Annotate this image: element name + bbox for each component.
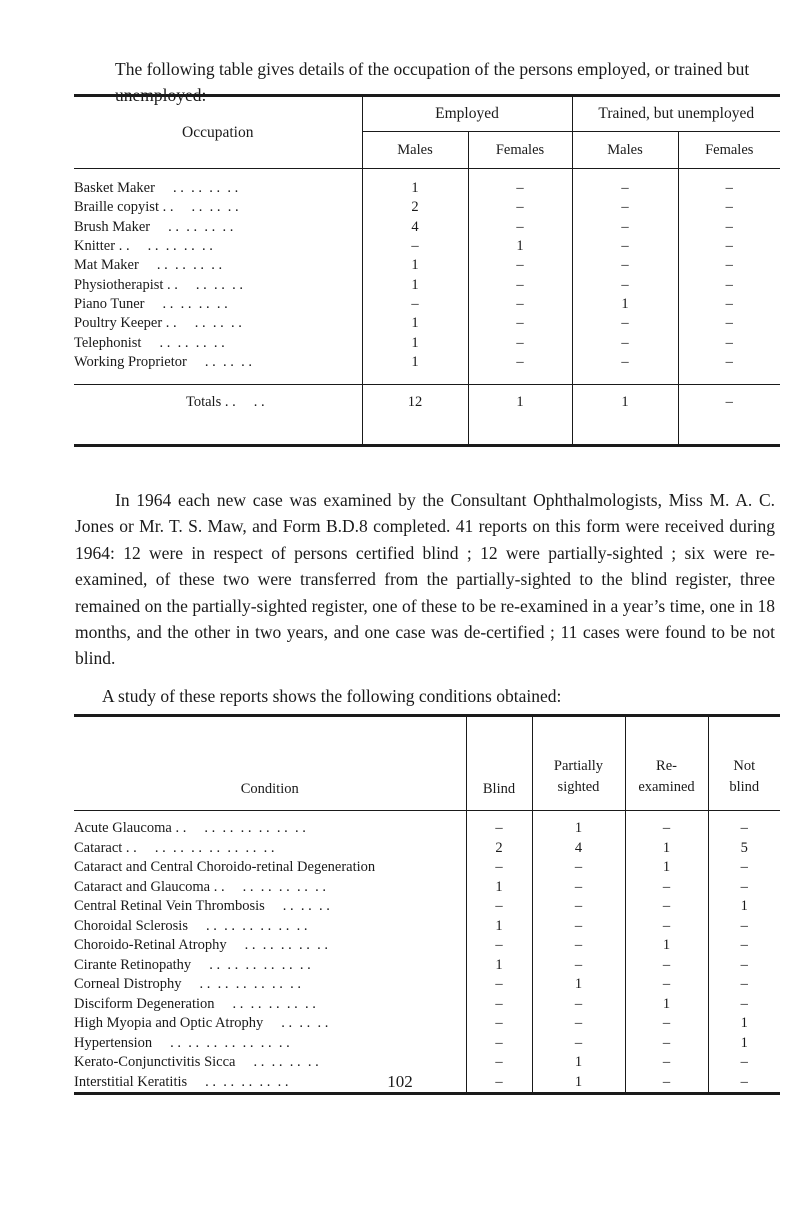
value-cell: –	[572, 353, 678, 372]
value-cell: 1	[625, 995, 708, 1015]
value-cell: 1	[362, 275, 468, 294]
value-cell: –	[572, 256, 678, 275]
row-label: Interstitial Keratitis	[74, 1073, 188, 1090]
totals-row	[74, 384, 780, 445]
value-cell: –	[708, 936, 780, 956]
value-cell: –	[708, 917, 780, 937]
occupation-label	[74, 333, 362, 352]
value-cell: –	[468, 295, 572, 314]
value-cell: 5	[708, 839, 780, 859]
row-label: High Myopia and Optic Atrophy	[74, 1015, 264, 1032]
value-cell: –	[468, 314, 572, 333]
value-cell: –	[625, 956, 708, 976]
header-blind: Blind	[466, 716, 532, 811]
row-label: Disciform Degeneration	[74, 995, 215, 1012]
row-label: Cataract . .	[74, 839, 137, 856]
header-re-line2: examined	[638, 779, 695, 795]
row-label: Cataract and Glaucoma . .	[74, 878, 225, 895]
value-cell: –	[625, 975, 708, 995]
totals-value: 1	[572, 384, 678, 445]
totals-value: 12	[362, 384, 468, 445]
header-occupation: Occupation	[182, 123, 254, 141]
value-cell: 1	[708, 897, 780, 917]
leader-dots: . . . . . . . .	[159, 334, 225, 351]
value-cell: –	[572, 169, 678, 199]
leader-dots: . . . . . .	[195, 276, 244, 293]
table-row	[74, 314, 780, 333]
value-cell: –	[678, 333, 780, 352]
value-cell: –	[572, 198, 678, 217]
totals-label	[74, 384, 362, 445]
value-cell: –	[572, 237, 678, 256]
value-cell: –	[572, 314, 678, 333]
value-cell: –	[532, 1014, 625, 1034]
value-cell: 1	[572, 295, 678, 314]
value-cell: –	[468, 333, 572, 352]
value-cell: –	[468, 256, 572, 275]
value-cell: 4	[532, 839, 625, 859]
totals-value: –	[678, 384, 780, 445]
header-partially-sighted	[532, 716, 625, 811]
spacer-cell	[468, 372, 572, 385]
intro-text: The following table gives details of the occupation of the persons employed, or trained but unemployed:	[115, 59, 750, 105]
value-cell: –	[466, 1034, 532, 1054]
row-label: Acute Glaucoma . .	[74, 820, 187, 837]
table-row	[74, 218, 780, 237]
row-label: Physiotherapist . .	[74, 276, 178, 293]
leader-dots: . . . . . . . .	[147, 238, 213, 255]
value-cell: –	[468, 275, 572, 294]
row-label: Working Proprietor	[74, 353, 187, 370]
value-cell: –	[625, 1073, 708, 1094]
table-row	[74, 878, 780, 898]
header-not-line1: Not	[733, 758, 756, 774]
value-cell: 1	[468, 237, 572, 256]
leader-dots: . . . . . . . .	[253, 1054, 319, 1071]
table-row	[74, 956, 780, 976]
value-cell: 1	[532, 811, 625, 839]
condition-label	[74, 858, 466, 878]
value-cell: –	[572, 333, 678, 352]
header-re-line1: Re-	[656, 758, 677, 774]
value-cell: 1	[466, 878, 532, 898]
table-row	[74, 169, 780, 199]
value-cell: 1	[362, 256, 468, 275]
leader-dots: . . . . . . . .	[172, 180, 239, 197]
leader-dots: . . . . . . . . . .	[242, 878, 326, 895]
value-cell: –	[468, 353, 572, 372]
totals-value: 1	[468, 384, 572, 445]
value-cell: –	[468, 169, 572, 199]
table-row	[74, 353, 780, 372]
value-cell: –	[532, 917, 625, 937]
body-paragraph-study: A study of these reports shows the following conditions obtained:	[102, 686, 562, 706]
page-number: 102	[387, 1072, 413, 1091]
spacer-row	[74, 372, 780, 385]
leader-dots: . . . . . .	[194, 315, 242, 332]
value-cell: 1	[362, 169, 468, 199]
row-label: Choroidal Sclerosis	[74, 917, 188, 934]
row-label: Corneal Distrophy	[74, 976, 182, 993]
value-cell: –	[362, 295, 468, 314]
value-cell: 1	[466, 956, 532, 976]
table-row	[74, 1014, 780, 1034]
leader-dots: . . . . . .	[282, 898, 330, 915]
value-cell: 1	[466, 917, 532, 937]
value-cell: –	[468, 198, 572, 217]
value-cell: 1	[532, 975, 625, 995]
value-cell: –	[466, 897, 532, 917]
occupation-label	[74, 256, 362, 275]
value-cell: –	[572, 218, 678, 237]
row-label: Brush Maker	[74, 218, 151, 235]
row-label: Telephonist	[74, 334, 142, 351]
value-cell: –	[678, 275, 780, 294]
body-paragraph-reports: In 1964 each new case was examined by the Consultant Ophthalmologists, Miss M. A. C. Jones or Mr. T. S. Maw, and Form B.D.8 completed. 41 reports on this form were received during 1964: 12 were in respect of persons certified blind ; 12 were partially-sighted ; six were re-examined, of these two were transferred from the partially-sighted to the blind register, three remained on the partially-sighted register, one of these to be re-examined in a year’s time, one in 18 months, and the other in two years, and one case was de-certified ; 11 cases were found to be not blind.	[75, 490, 775, 669]
value-cell: –	[678, 237, 780, 256]
row-label: Hypertension	[74, 1034, 153, 1051]
occupation-label	[74, 198, 362, 217]
leader-dots: . . . . . . . .	[168, 218, 234, 235]
header-not-line2: blind	[729, 779, 760, 795]
leader-dots: . . . . . . . . . .	[244, 937, 329, 954]
table-row	[74, 995, 780, 1015]
value-cell: 1	[625, 858, 708, 878]
leader-dots: . . . . . . . . . . . . . .	[154, 839, 275, 856]
leader-dots: . . . . . . . . . . . . . .	[170, 1034, 290, 1051]
value-cell: 2	[466, 839, 532, 859]
row-label: Piano Tuner	[74, 295, 145, 312]
value-cell: –	[708, 956, 780, 976]
header-partially-line1: Partially	[553, 758, 604, 774]
table-row	[74, 839, 780, 859]
leader-dots: . . . . . . . . . .	[205, 1073, 289, 1090]
value-cell: –	[466, 936, 532, 956]
value-cell: –	[468, 218, 572, 237]
value-cell: –	[625, 878, 708, 898]
value-cell: 1	[532, 1073, 625, 1094]
value-cell: 1	[532, 1053, 625, 1073]
occupation-label	[74, 218, 362, 237]
header-trained-males: Males	[572, 132, 678, 169]
leader-dots: . . . . . .	[191, 199, 239, 216]
value-cell: –	[625, 917, 708, 937]
occupation-label	[74, 275, 362, 294]
value-cell: –	[466, 1073, 532, 1094]
condition-label	[74, 975, 466, 995]
value-cell: 1	[362, 353, 468, 372]
occupation-table-body	[74, 169, 780, 446]
leader-dots: . . . . . . . .	[156, 257, 223, 274]
value-cell: –	[678, 353, 780, 372]
value-cell: –	[532, 936, 625, 956]
value-cell: –	[708, 1053, 780, 1073]
value-cell: 1	[708, 1034, 780, 1054]
occupation-label	[74, 314, 362, 333]
value-cell: –	[532, 956, 625, 976]
condition-label	[74, 1014, 466, 1034]
value-cell: –	[362, 237, 468, 256]
header-trained-females: Females	[678, 132, 780, 169]
condition-label	[74, 936, 466, 956]
value-cell: –	[625, 897, 708, 917]
value-cell: 2	[362, 198, 468, 217]
value-cell: –	[532, 897, 625, 917]
value-cell: –	[625, 1034, 708, 1054]
value-cell: –	[678, 295, 780, 314]
row-label: Totals . .	[186, 393, 236, 410]
value-cell: 1	[362, 333, 468, 352]
value-cell: –	[466, 995, 532, 1015]
row-label: Cirante Retinopathy	[74, 956, 192, 973]
occupation-label	[74, 237, 362, 256]
value-cell: –	[678, 314, 780, 333]
header-re-examined	[625, 716, 708, 811]
table-row	[74, 256, 780, 275]
spacer-cell	[678, 372, 780, 385]
value-cell: –	[466, 1053, 532, 1073]
row-label: Poultry Keeper . .	[74, 315, 177, 332]
header-employed-females: Females	[468, 132, 572, 169]
condition-label	[74, 1034, 466, 1054]
header-trained-unemployed: Trained, but unemployed	[572, 96, 780, 132]
condition-table-body	[74, 811, 780, 1094]
occupation-label	[74, 353, 362, 372]
table-row	[74, 275, 780, 294]
table-row	[74, 811, 780, 839]
table-row	[74, 917, 780, 937]
condition-label	[74, 1053, 466, 1073]
value-cell: –	[708, 975, 780, 995]
table-row	[74, 237, 780, 256]
value-cell: –	[708, 858, 780, 878]
leader-dots: . . . . . . . . . . . .	[199, 976, 302, 993]
header-employed: Employed	[362, 96, 572, 132]
value-cell: –	[708, 878, 780, 898]
row-label: Basket Maker	[74, 180, 155, 197]
value-cell: –	[708, 811, 780, 839]
header-not-blind	[708, 716, 780, 811]
spacer-cell	[362, 372, 468, 385]
value-cell: 1	[708, 1014, 780, 1034]
row-label: Cataract and Central Choroido-retinal Degeneration	[74, 859, 376, 876]
value-cell: –	[678, 198, 780, 217]
value-cell: –	[532, 1034, 625, 1054]
table-row	[74, 936, 780, 956]
spacer-cell	[74, 372, 362, 385]
occupation-label	[74, 169, 362, 199]
table-row	[74, 1034, 780, 1054]
condition-label	[74, 839, 466, 859]
header-condition: Condition	[240, 781, 299, 797]
condition-table	[74, 714, 780, 1095]
leader-dots: . . . . . . . . . . . .	[204, 820, 306, 837]
value-cell: –	[625, 1053, 708, 1073]
value-cell: –	[708, 1073, 780, 1094]
value-cell: –	[532, 878, 625, 898]
table-row	[74, 1053, 780, 1073]
value-cell: –	[466, 975, 532, 995]
row-label: Knitter . .	[74, 238, 130, 255]
occupation-table	[74, 94, 780, 447]
value-cell: –	[678, 169, 780, 199]
row-label: Braille copyist . .	[74, 199, 174, 216]
value-cell: –	[532, 858, 625, 878]
row-label: Central Retinal Vein Thrombosis	[74, 898, 265, 915]
table-row	[74, 897, 780, 917]
leader-dots: . . . . . . . . . . . .	[205, 917, 308, 934]
value-cell: –	[678, 256, 780, 275]
value-cell: –	[466, 858, 532, 878]
spacer-cell	[572, 372, 678, 385]
condition-label	[74, 917, 466, 937]
table-row	[74, 198, 780, 217]
value-cell: 1	[625, 936, 708, 956]
table-row	[74, 858, 780, 878]
row-label: Kerato-Conjunctivitis Sicca	[74, 1054, 236, 1071]
value-cell: 4	[362, 218, 468, 237]
value-cell: –	[572, 275, 678, 294]
leader-dots: . . . . . .	[204, 353, 252, 370]
table-row	[74, 333, 780, 352]
value-cell: –	[466, 811, 532, 839]
value-cell: –	[532, 995, 625, 1015]
value-cell: –	[678, 218, 780, 237]
condition-label	[74, 956, 466, 976]
value-cell: –	[708, 995, 780, 1015]
value-cell: –	[466, 1014, 532, 1034]
condition-label	[74, 878, 466, 898]
value-cell: 1	[362, 314, 468, 333]
condition-label	[74, 995, 466, 1015]
table-row	[74, 295, 780, 314]
value-cell: 1	[625, 839, 708, 859]
leader-dots: . . . . . . . .	[162, 295, 228, 312]
leader-dots: . . . . . . . . . . . .	[209, 956, 311, 973]
leader-dots: . . . . . .	[281, 1015, 329, 1032]
leader-dots: . . . . . . . . . .	[232, 995, 316, 1012]
row-label: Choroido-Retinal Atrophy	[74, 937, 227, 954]
condition-label	[74, 897, 466, 917]
header-partially-line2: sighted	[557, 779, 600, 795]
value-cell: –	[625, 811, 708, 839]
occupation-label	[74, 295, 362, 314]
header-employed-males: Males	[362, 132, 468, 169]
value-cell: –	[625, 1014, 708, 1034]
condition-label	[74, 811, 466, 839]
table-row	[74, 975, 780, 995]
leader-dots: . .	[253, 393, 265, 410]
row-label: Mat Maker	[74, 257, 139, 274]
